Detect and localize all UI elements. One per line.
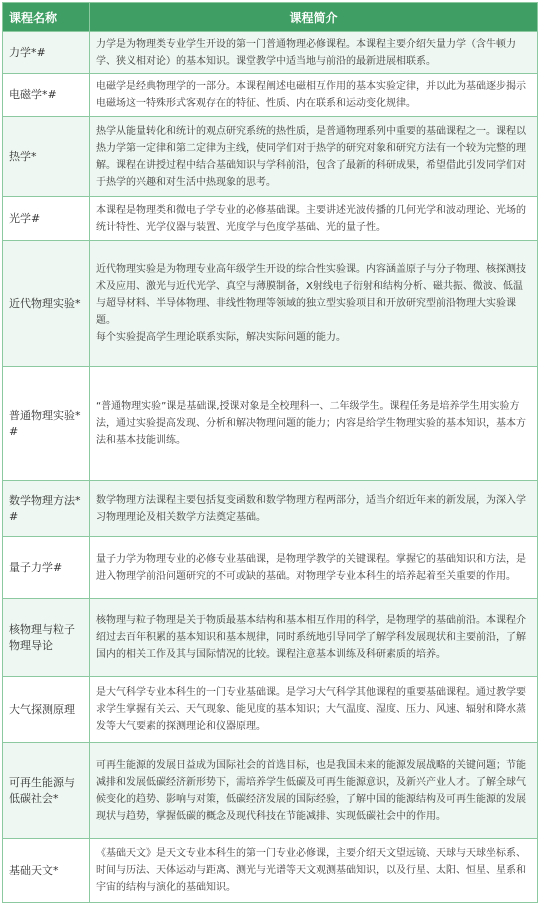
course-name: 普通物理实验*# [3,367,90,481]
table-row [3,677,538,743]
course-description: 电磁学是经典物理学的一部分。本课程阐述电磁相互作用的基本实验定律，并以此为基础逐步揭示电磁场这一特殊形式客观存在的特征、性质、内在联系和运动变化规律。 [90,74,538,117]
course-description: 《基础天文》是天文专业本科生的第一门专业必修课，主要介绍天文望远镜、天球与天球坐标系、时间与历法、天体运动与距离、测光与光谱等天文观测基础知识，以及行星、太阳、恒星、星系和宇宙的结构与演化的基础知识。 [90,839,538,903]
table-row [3,74,538,117]
course-description: 核物理与粒子物理是关于物质最基本结构和基本相互作用的科学，是物理学的基础前沿。本课程介绍过去百年积累的基本知识和基本规律，同时系统地引导同学了解学科发展现状和主要前沿，了解国内的相关工作及其与国际情况的比较。课程注意基本训练及科研素质的培养。 [90,599,538,677]
course-description: 数学物理方法课程主要包括复变函数和数学物理方程两部分，适当介绍近年来的新发展，为深入学习物理理论及相关数学方法奠定基础。 [90,481,538,537]
table-row [3,32,538,74]
course-description-extra: 每个实验提高学生理论联系实际，解决实际问题的能力。 [96,332,346,343]
course-description: 本课程是物理类和微电子学专业的必修基础课。主要讲述光波传播的几何光学和波动理论、光场的统计特性、光学仪器与装置、光度学与色度学基础、光的量子性。 [90,197,538,241]
column-header-name: 课程名称 [3,3,90,32]
course-description [90,241,538,367]
course-name: 近代物理实验* [3,241,90,367]
course-name: 电磁学*# [3,74,90,117]
course-description: 是大气科学专业本科生的一门专业基础课。是学习大气科学其他课程的重要基础课程。通过教学要求学生掌握有关云、天气现象、能见度的基本知识；大气温度、湿度、压力、风速、辐射和降水蒸发等大气要素的探测理论和仪器原理。 [90,677,538,743]
course-name: 量子力学# [3,537,90,599]
course-table [2,2,538,903]
course-name: 基础天文* [3,839,90,903]
course-name: 大气探测原理 [3,677,90,743]
course-description: 可再生能源的发展日益成为国际社会的首选目标，也是我国未来的能源发展战略的关键问题；节能减排和发展低碳经济新形势下，需培养学生低碳及可再生能源意识，及新兴产业人才。了解全球气候变化的趋势、影响与对策，低碳经济发展的国际经验，了解中国的能源结构及可再生能源的发展现状与趋势，掌握低碳的概念及现代科技在节能减排、实现低碳社会中的作用。 [90,743,538,839]
table-row [3,481,538,537]
course-name: 可再生能源与低碳社会* [3,743,90,839]
table-row [3,241,538,367]
course-name: 光学# [3,197,90,241]
table-row [3,537,538,599]
course-description-main: 近代物理实验是为物理专业高年级学生开设的综合性实验课。内容涵盖原子与分子物理、核探测技术及应用、激光与近代光学、真空与薄膜制备，X射线电子衍射和结构分析、磁共振、微波、低温与超导材料、半导体物理、非线性物理等领域的独立型实验项目和开放研究型前沿物理大实验课题。 [96,264,526,326]
course-description: 量子力学为物理专业的必修专业基础课，是物理学教学的关键课程。掌握它的基础知识和方法，是进入物理学前沿问题研究的不可或缺的基础。对物理学专业本科生的培养起着至关重要的作用。 [90,537,538,599]
table-header-row [3,3,538,32]
course-name: 数学物理方法*# [3,481,90,537]
table-row [3,197,538,241]
course-description: 热学从能量转化和统计的观点研究系统的热性质，是普通物理系列中重要的基础课程之一。课程以热力学第一定律和第二定律为主线，使同学们对于热学的研究对象和研究方法有一个较为完整的理解。课程在讲授过程中结合基础知识与学科前沿，包含了最新的科研成果，希望借此引发同学们对于热学的兴趣和对生活中热现象的思考。 [90,117,538,197]
course-description: 力学是为物理类专业学生开设的第一门普通物理必修课程。本课程主要介绍矢量力学（含牛顿力学、狭义相对论）的基本知识。课堂教学中适当地与前沿的最新进展相联系。 [90,32,538,74]
course-name: 核物理与粒子物理导论 [3,599,90,677]
table-row [3,743,538,839]
table-row [3,599,538,677]
table-row [3,117,538,197]
column-header-description: 课程简介 [90,3,538,32]
table-row [3,367,538,481]
course-name: 力学*# [3,32,90,74]
course-description: “普通物理实验”课是基础课,授课对象是全校理科一、二年级学生。课程任务是培养学生用实验方法，通过实验提高发现、分析和解决物理问题的能力；内容是给学生物理实验的基本知识，基本方法和基本技能训练。 [90,367,538,481]
table-row [3,839,538,903]
course-name: 热学* [3,117,90,197]
